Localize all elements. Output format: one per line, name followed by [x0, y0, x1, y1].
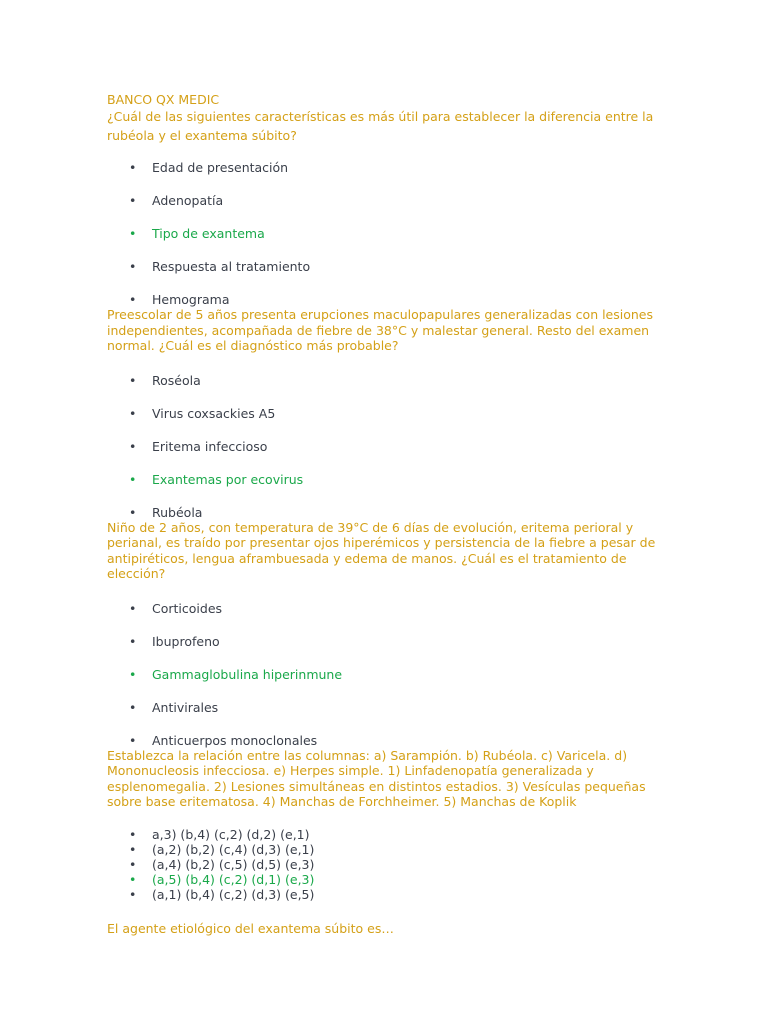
question-2-text: Preescolar de 5 años presenta erupciones maculopapulares generalizadas con lesiones independientes, acompañada de fiebre de 38°C y malestar general. Resto del examen normal. ¿Cuál es el diagnóstico más probable? — [107, 307, 654, 353]
question-4-options — [107, 827, 667, 902]
list-item: • Anticuerpos monoclonales — [107, 733, 667, 748]
question-5-text: El agente etiológico del exantema súbito es… — [107, 920, 394, 936]
document-page — [107, 92, 667, 936]
correct-answer: • Exantemas por ecovirus — [107, 472, 667, 487]
list-item: • Ibuprofeno — [107, 634, 667, 649]
list-item: • Eritema infeccioso — [107, 439, 667, 454]
list-item: • Corticoides — [107, 601, 667, 616]
list-item: • Edad de presentación — [107, 160, 667, 175]
list-item: • Rubéola — [107, 505, 667, 520]
list-item: • a,3) (b,4) (c,2) (d,2) (e,1) — [107, 827, 667, 842]
question-4-text: Establezca la relación entre las columnas: a) Sarampión. b) Rubéola. c) Varicela. d) Mononucleosis infecciosa. e) Herpes simple. 1) Linfadenopatía generalizada y esplenomegalia. 2) Lesiones simultáneas en distintos estadios. 3) Vesículas pequeñas sobre base eritematosa. 4) Manchas de Forchheimer. 5) Manchas de Koplik — [107, 747, 646, 809]
list-item: • (a,2) (b,2) (c,4) (d,3) (e,1) — [107, 842, 667, 857]
list-item: • Virus coxsackies A5 — [107, 406, 667, 421]
list-item: • Roséola — [107, 373, 667, 388]
list-item: • (a,4) (b,2) (c,5) (d,5) (e,3) — [107, 857, 667, 872]
list-item: • Hemograma — [107, 292, 667, 307]
document-header: BANCO QX MEDIC — [107, 92, 220, 107]
question-3-text: Niño de 2 años, con temperatura de 39°C de 6 días de evolución, eritema perioral y perianal, es traído por presentar ojos hiperémicos y persistencia de la fiebre a pesar de antipiréticos, lengua aframbuesada y edema de manos. ¿Cuál es el tratamiento de elección? — [107, 519, 656, 581]
list-item: • Adenopatía — [107, 193, 667, 208]
question-3-options — [107, 601, 667, 748]
correct-answer: • Gammaglobulina hiperinmune — [107, 667, 667, 682]
correct-answer: • Tipo de exantema — [107, 226, 667, 241]
list-item: • Antivirales — [107, 700, 667, 715]
correct-answer: • (a,5) (b,4) (c,2) (d,1) (e,3) — [107, 872, 667, 887]
question-1-text: ¿Cuál de las siguientes características es más útil para establecer la diferencia entre la rubéola y el exantema súbito? — [107, 109, 654, 143]
list-item: • (a,1) (b,4) (c,2) (d,3) (e,5) — [107, 887, 667, 902]
question-2-options — [107, 373, 667, 520]
question-1-options — [107, 160, 667, 307]
list-item: • Respuesta al tratamiento — [107, 259, 667, 274]
